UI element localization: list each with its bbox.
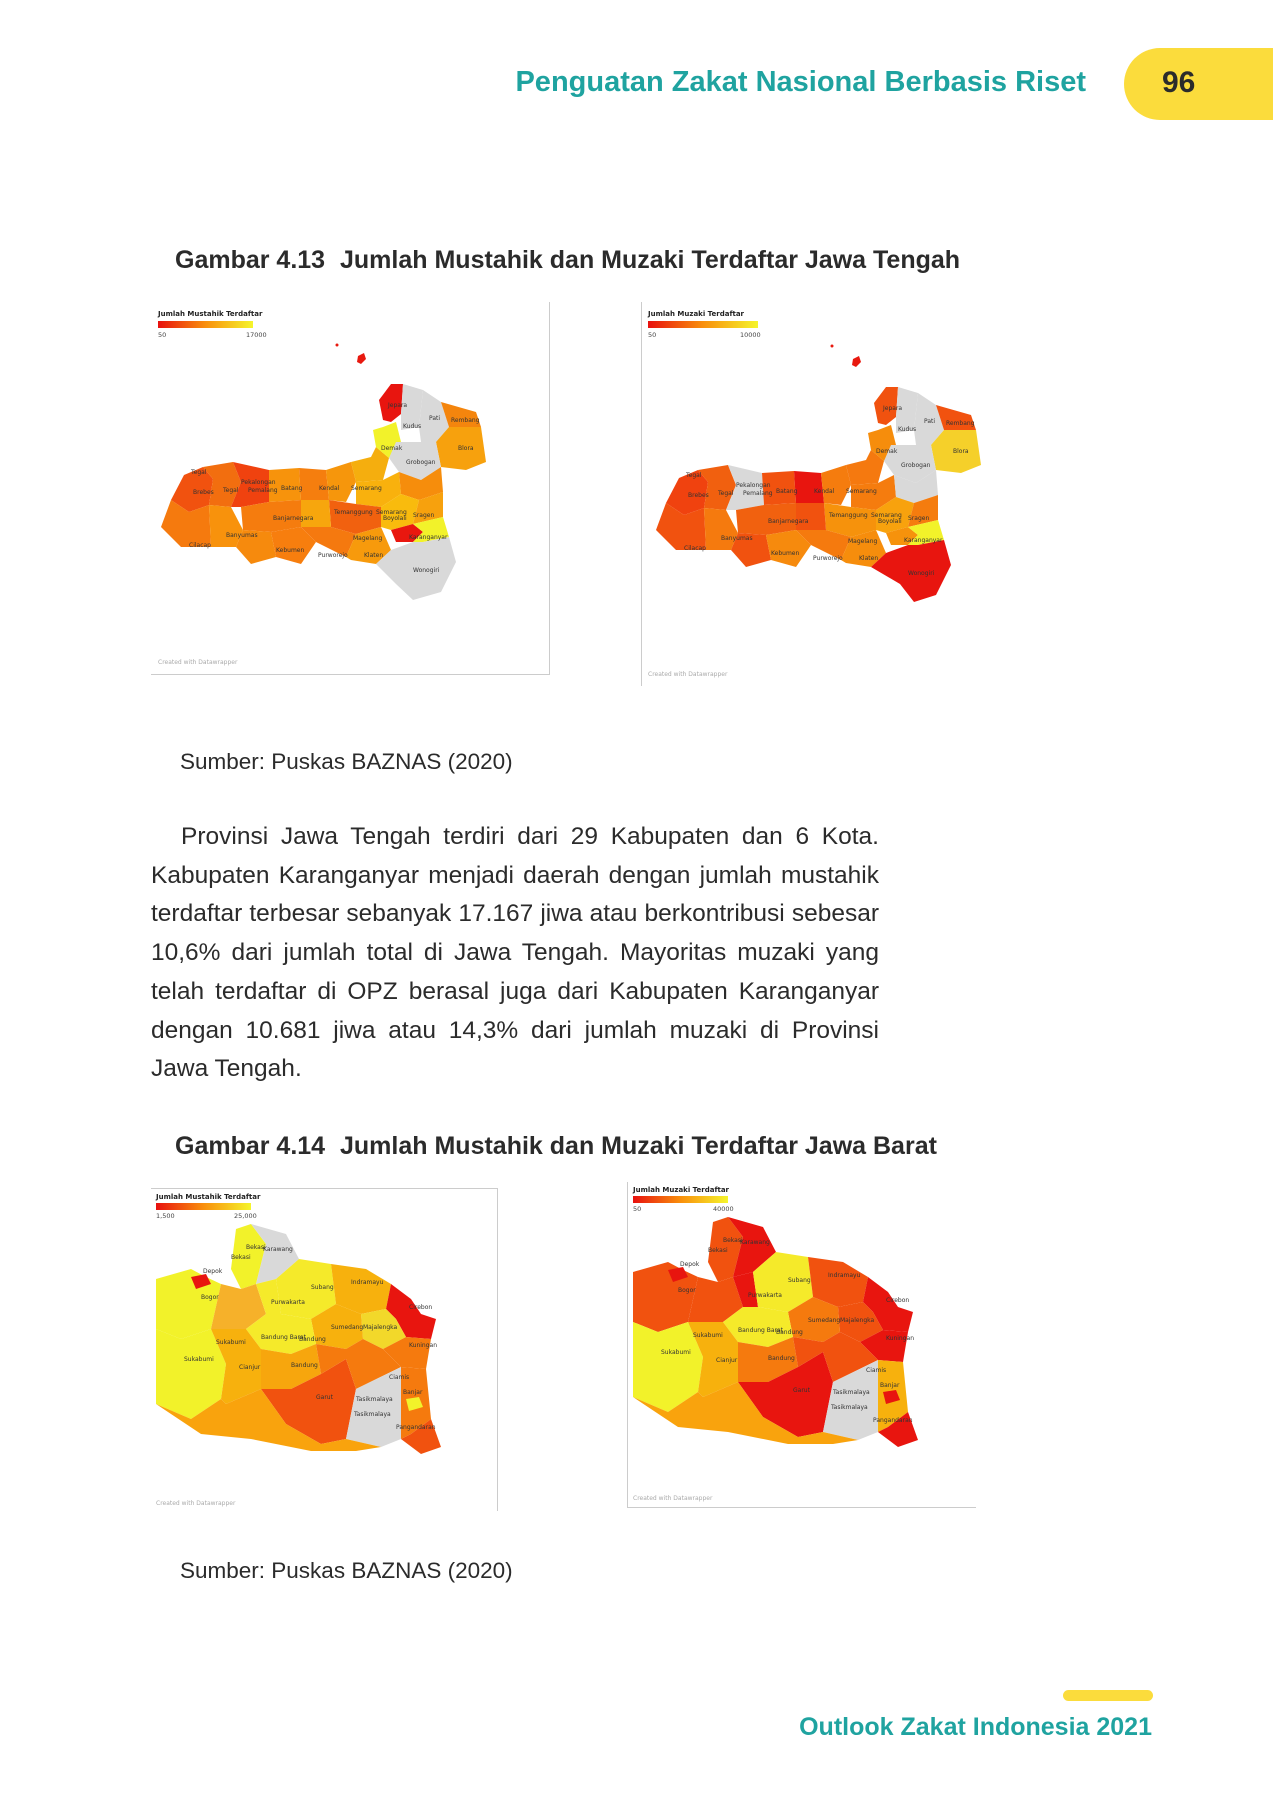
map-credit: Created with Datawrapper: [648, 671, 728, 678]
running-header-title: Penguatan Zakat Nasional Berbasis Riset: [515, 66, 1086, 98]
choropleth-map: [628, 1182, 976, 1507]
svg-text:Purwakarta: Purwakarta: [271, 1299, 305, 1306]
svg-text:Bandung: Bandung: [291, 1362, 318, 1369]
svg-text:Indramayu: Indramayu: [828, 1272, 861, 1279]
svg-text:Tasikmalaya: Tasikmalaya: [831, 1404, 868, 1411]
svg-text:Tegal: Tegal: [223, 487, 239, 494]
svg-text:Kuningan: Kuningan: [409, 1342, 437, 1349]
svg-text:Pemalang: Pemalang: [248, 487, 278, 494]
svg-text:Temanggung: Temanggung: [829, 512, 868, 519]
legend-min: 50: [158, 331, 167, 339]
region: [821, 465, 851, 505]
svg-text:Pekalongan: Pekalongan: [736, 482, 771, 489]
svg-text:Sukabumi: Sukabumi: [184, 1356, 214, 1363]
svg-text:Banyumas: Banyumas: [721, 535, 753, 542]
svg-text:Demak: Demak: [876, 448, 898, 455]
map-jateng-muzaki: [641, 302, 1048, 686]
svg-text:Banjar: Banjar: [403, 1389, 423, 1396]
svg-text:Cilacap: Cilacap: [189, 542, 211, 549]
svg-text:Kudus: Kudus: [898, 426, 917, 433]
region-island: [831, 345, 834, 348]
svg-text:Cirebon: Cirebon: [886, 1297, 910, 1304]
region: [794, 471, 824, 503]
svg-text:Brebes: Brebes: [688, 492, 709, 499]
svg-text:Depok: Depok: [680, 1261, 700, 1268]
region-island: [336, 344, 339, 347]
svg-text:Rembang: Rembang: [451, 417, 480, 424]
legend-gradient: [648, 321, 758, 328]
map-jabar-muzaki: [627, 1182, 976, 1508]
svg-text:Banjar: Banjar: [880, 1382, 900, 1389]
map-credit: Created with Datawrapper: [633, 1495, 713, 1502]
legend-title: Jumlah Muzaki Terdaftar: [648, 310, 745, 318]
svg-text:Pati: Pati: [429, 415, 441, 422]
svg-text:Bekasi: Bekasi: [708, 1247, 728, 1254]
legend-max: 17000: [246, 331, 267, 339]
svg-text:Batang: Batang: [776, 488, 798, 495]
svg-text:Cilacap: Cilacap: [684, 545, 706, 552]
choropleth-map: [151, 302, 549, 674]
svg-text:Klaten: Klaten: [859, 555, 879, 562]
svg-text:Semarang: Semarang: [351, 485, 382, 492]
region: [326, 462, 356, 502]
svg-text:Blora: Blora: [458, 445, 474, 452]
svg-text:Subang: Subang: [311, 1284, 334, 1291]
svg-text:Tegal: Tegal: [686, 472, 702, 479]
svg-text:Sragen: Sragen: [413, 512, 435, 519]
legend-gradient: [633, 1196, 728, 1203]
figure-number: Gambar 4.13: [175, 246, 326, 274]
svg-text:Bandung Barat: Bandung Barat: [738, 1327, 784, 1334]
svg-text:Bandung: Bandung: [768, 1355, 795, 1362]
legend-min: 50: [633, 1205, 642, 1213]
svg-text:Kendal: Kendal: [319, 485, 340, 492]
figure-title: Jumlah Mustahik dan Muzaki Terdaftar Jawa Barat: [340, 1132, 937, 1160]
svg-text:Wonogiri: Wonogiri: [908, 570, 935, 577]
legend-min: 1,500: [156, 1212, 175, 1220]
svg-text:Kendal: Kendal: [814, 488, 835, 495]
figure-caption-4-14: [175, 1132, 937, 1161]
svg-text:Garut: Garut: [793, 1387, 810, 1394]
figure-number: Gambar 4.14: [175, 1132, 326, 1160]
svg-text:Ciamis: Ciamis: [866, 1367, 887, 1374]
svg-text:Bekasi: Bekasi: [231, 1254, 251, 1261]
svg-text:Subang: Subang: [788, 1277, 811, 1284]
legend-gradient: [158, 321, 253, 328]
svg-text:Grobogan: Grobogan: [901, 462, 931, 469]
svg-text:Ciamis: Ciamis: [389, 1374, 410, 1381]
svg-text:Sukabumi: Sukabumi: [693, 1332, 723, 1339]
figure-source-4-13: Sumber: Puskas BAZNAS (2020): [180, 749, 513, 774]
map-jateng-mustahik: [151, 302, 550, 675]
svg-text:Klaten: Klaten: [364, 552, 384, 559]
svg-text:Kuningan: Kuningan: [886, 1335, 914, 1342]
svg-text:Purworejo: Purworejo: [318, 552, 348, 559]
svg-text:Magelang: Magelang: [848, 538, 878, 545]
svg-text:Temanggung: Temanggung: [334, 509, 373, 516]
svg-text:Wonogiri: Wonogiri: [413, 567, 440, 574]
footer-book-title: Outlook Zakat Indonesia 2021: [799, 1713, 1152, 1741]
svg-text:Depok: Depok: [203, 1268, 223, 1275]
legend-title: Jumlah Mustahik Terdaftar: [156, 1193, 261, 1201]
svg-text:Kudus: Kudus: [403, 423, 422, 430]
svg-text:Tasikmalaya: Tasikmalaya: [833, 1389, 870, 1396]
svg-text:Pekalongan: Pekalongan: [241, 479, 276, 486]
svg-text:Garut: Garut: [316, 1394, 333, 1401]
svg-text:Tegal: Tegal: [191, 469, 207, 476]
legend-title: Jumlah Mustahik Terdaftar: [158, 310, 263, 318]
map-credit: Created with Datawrapper: [156, 1500, 236, 1507]
svg-text:Banyumas: Banyumas: [226, 532, 258, 539]
svg-text:Pemalang: Pemalang: [743, 490, 773, 497]
svg-text:Cianjur: Cianjur: [239, 1364, 261, 1371]
svg-text:Bandung Barat: Bandung Barat: [261, 1334, 307, 1341]
svg-text:Bogor: Bogor: [678, 1287, 696, 1294]
svg-text:Banjarnegara: Banjarnegara: [768, 518, 809, 525]
svg-text:Purwakarta: Purwakarta: [748, 1292, 782, 1299]
svg-text:Bogor: Bogor: [201, 1294, 219, 1301]
page-number: 96: [1162, 66, 1196, 99]
svg-text:Sragen: Sragen: [908, 515, 930, 522]
legend-gradient: [156, 1203, 251, 1210]
svg-text:Purworejo: Purworejo: [813, 555, 843, 562]
svg-text:Brebes: Brebes: [193, 489, 214, 496]
svg-text:Rembang: Rembang: [946, 420, 975, 427]
svg-text:Sukabumi: Sukabumi: [661, 1349, 691, 1356]
map-jabar-mustahik: [151, 1188, 498, 1511]
region: [796, 503, 826, 530]
choropleth-map: [151, 1189, 497, 1511]
svg-text:Pati: Pati: [924, 418, 936, 425]
region-banyumas: [704, 508, 738, 550]
region-banyumas: [209, 505, 243, 547]
svg-text:Demak: Demak: [381, 445, 403, 452]
region-karimunjawa: [852, 356, 861, 367]
svg-text:Tegal: Tegal: [718, 490, 734, 497]
svg-text:Sukabumi: Sukabumi: [216, 1339, 246, 1346]
svg-text:Kebumen: Kebumen: [276, 547, 305, 554]
svg-text:Magelang: Magelang: [353, 535, 383, 542]
region: [301, 500, 331, 527]
svg-text:Semarang: Semarang: [376, 509, 407, 516]
legend-title: Jumlah Muzaki Terdaftar: [633, 1186, 730, 1194]
svg-text:Karawang: Karawang: [740, 1239, 770, 1246]
footer-accent-bar: [1063, 1690, 1153, 1701]
svg-text:Pangandaran: Pangandaran: [396, 1424, 436, 1431]
svg-text:Blora: Blora: [953, 448, 969, 455]
figure-title: Jumlah Mustahik dan Muzaki Terdaftar Jawa Tengah: [340, 246, 961, 274]
legend-max: 40000: [713, 1205, 734, 1213]
svg-text:Semarang: Semarang: [846, 488, 877, 495]
choropleth-map: [642, 302, 1048, 686]
body-paragraph: Provinsi Jawa Tengah terdiri dari 29 Kabupaten dan 6 Kota. Kabupaten Karanganyar menjadi daerah dengan jumlah mustahik terdaftar terbesar sebanyak 17.167 jiwa atau berkontribusi sebesar 10,6% dari jumlah total di Jawa Tengah. Mayoritas muzaki yang telah terdaftar di OPZ berasal juga dari Kabupaten Karanganyar dengan 10.681 jiwa atau 14,3% dari jumlah muzaki di Provinsi Jawa Tengah.: [151, 823, 879, 1083]
svg-text:Cirebon: Cirebon: [409, 1304, 433, 1311]
legend-max: 25,000: [234, 1212, 257, 1220]
svg-text:Indramayu: Indramayu: [351, 1279, 384, 1286]
svg-text:Tasikmalaya: Tasikmalaya: [354, 1411, 391, 1418]
svg-text:Karawang: Karawang: [263, 1246, 293, 1253]
svg-text:Bandung: Bandung: [299, 1336, 326, 1343]
svg-text:Karanganyar: Karanganyar: [409, 534, 448, 541]
svg-text:Batang: Batang: [281, 485, 303, 492]
figure-caption-4-13: [175, 246, 960, 275]
svg-text:Majalengka: Majalengka: [363, 1324, 398, 1331]
svg-text:Pangandaran: Pangandaran: [873, 1417, 913, 1424]
svg-text:Kebumen: Kebumen: [771, 550, 800, 557]
svg-text:Sumedang: Sumedang: [808, 1317, 841, 1324]
svg-text:Boyolali: Boyolali: [383, 515, 407, 522]
svg-text:Majalengka: Majalengka: [840, 1317, 875, 1324]
figure-source-4-14: Sumber: Puskas BAZNAS (2020): [180, 1558, 513, 1583]
svg-text:Cianjur: Cianjur: [716, 1357, 738, 1364]
svg-text:Tasikmalaya: Tasikmalaya: [356, 1396, 393, 1403]
svg-text:Banjarnegara: Banjarnegara: [273, 515, 314, 522]
svg-text:Bekasi: Bekasi: [723, 1237, 743, 1244]
svg-text:Karanganyar: Karanganyar: [904, 537, 943, 544]
svg-text:Jepara: Jepara: [388, 402, 408, 409]
region-karimunjawa: [357, 353, 366, 364]
svg-text:Bandung: Bandung: [776, 1329, 803, 1336]
svg-text:Grobogan: Grobogan: [406, 459, 436, 466]
map-credit: Created with Datawrapper: [158, 659, 238, 666]
svg-text:Bekasi: Bekasi: [246, 1244, 266, 1251]
page-number-badge: [1124, 48, 1273, 120]
svg-text:Jepara: Jepara: [883, 405, 903, 412]
svg-text:Sumedang: Sumedang: [331, 1324, 364, 1331]
legend-max: 10000: [740, 331, 761, 339]
svg-text:Boyolali: Boyolali: [878, 518, 902, 525]
region: [299, 468, 329, 500]
legend-min: 50: [648, 331, 657, 339]
svg-text:Semarang: Semarang: [871, 512, 902, 519]
